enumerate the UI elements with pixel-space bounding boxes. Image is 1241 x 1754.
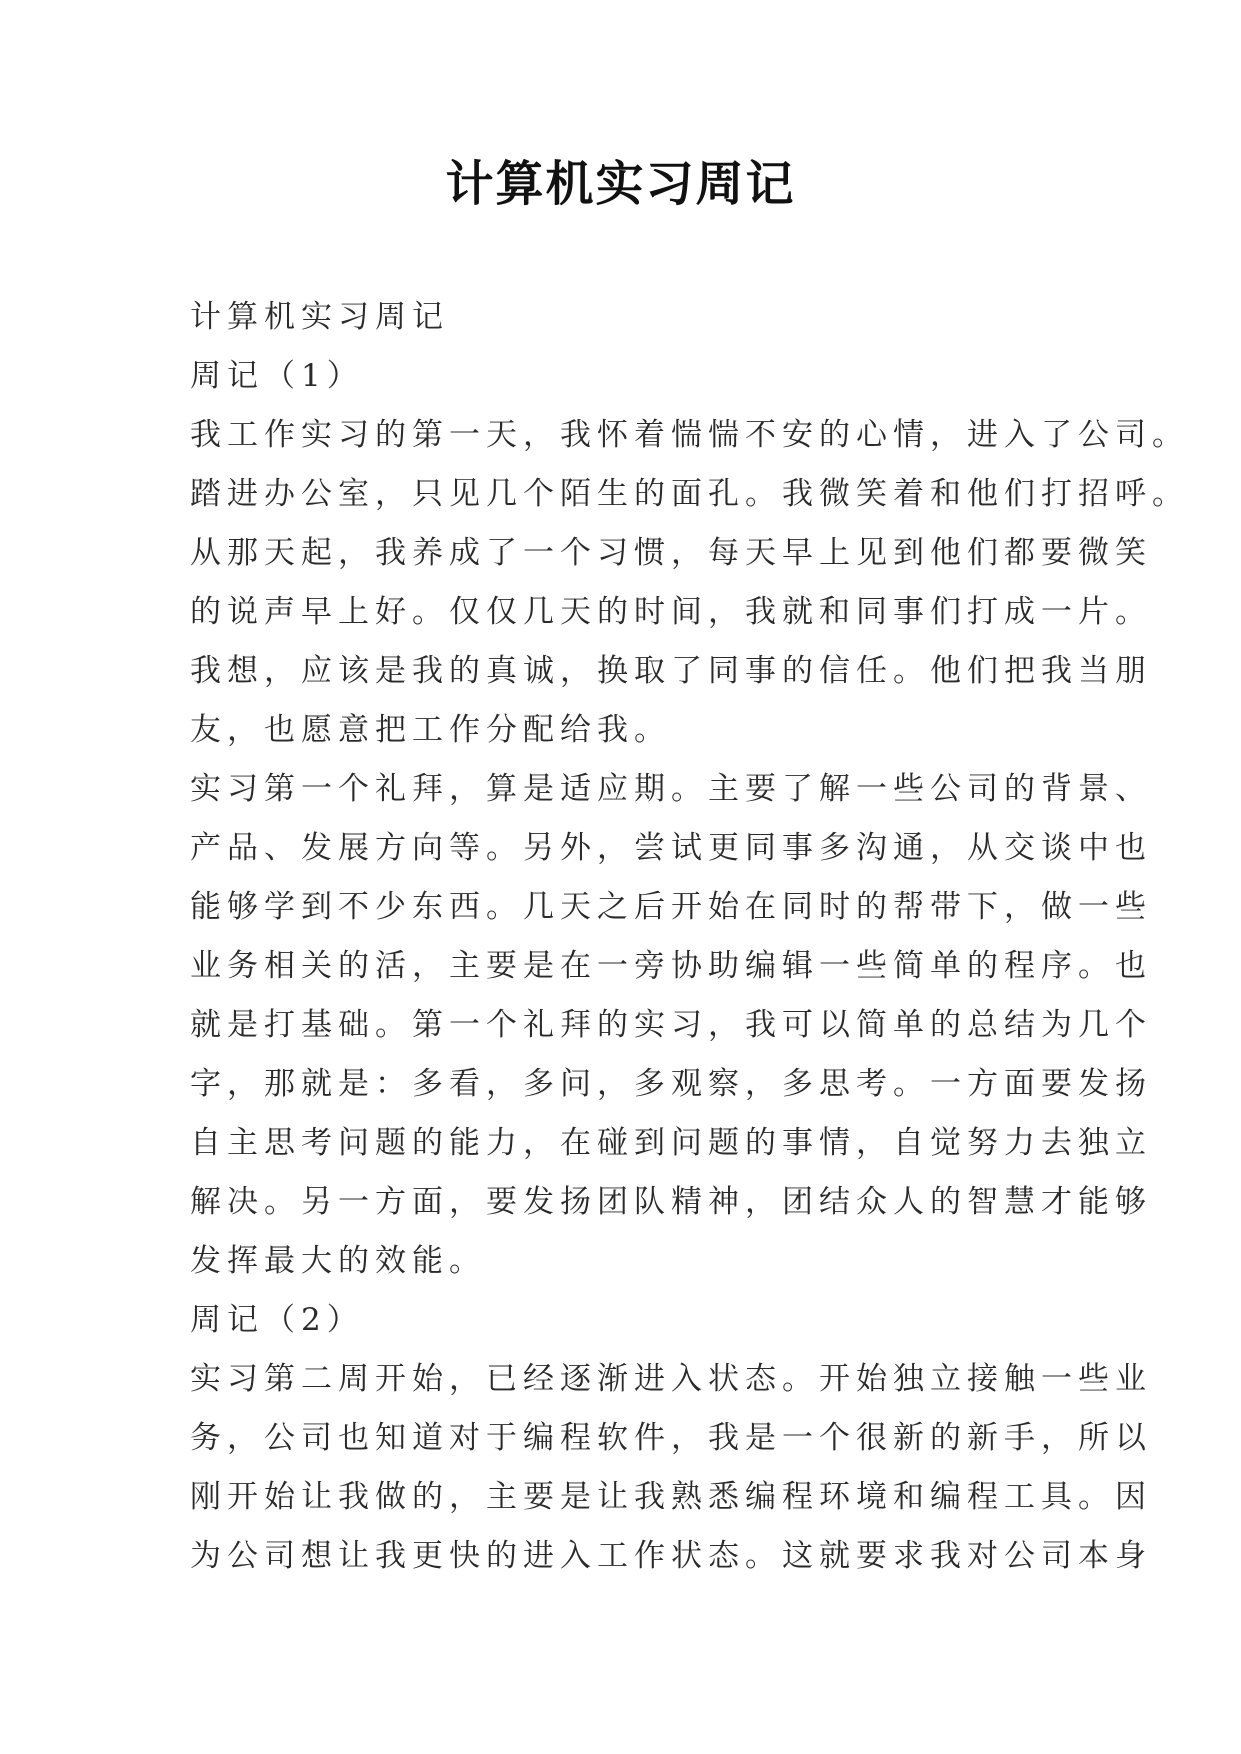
section-heading-week-1: 周记（1） — [190, 358, 364, 394]
paragraph-line: 发挥最大的效能。 — [190, 1243, 486, 1279]
paragraph-line: 实习第一个礼拜，算是适应期。主要了解一些公司的背景、 — [190, 771, 1152, 807]
paragraph-line: 的说声早上好。仅仅几天的时间，我就和同事们打成一片。 — [190, 594, 1152, 630]
paragraph-line: 就是打基础。第一个礼拜的实习，我可以简单的总结为几个 — [190, 1007, 1152, 1043]
body-subtitle: 计算机实习周记 — [190, 299, 449, 335]
paragraph-line: 能够学到不少东西。几天之后开始在同时的帮带下，做一些 — [190, 889, 1152, 925]
paragraph-line: 解决。另一方面，要发扬团队精神，团结众人的智慧才能够 — [190, 1184, 1152, 1220]
document-title: 计算机实习周记 — [445, 156, 796, 212]
paragraph-line: 实习第二周开始，已经逐渐进入状态。开始独立接触一些业 — [190, 1361, 1152, 1397]
paragraph-line: 字，那就是：多看，多问，多观察，多思考。一方面要发扬 — [190, 1066, 1152, 1102]
paragraph-line: 业务相关的活，主要是在一旁协助编辑一些简单的程序。也 — [190, 948, 1152, 984]
paragraph-line: 从那天起，我养成了一个习惯，每天早上见到他们都要微笑 — [190, 535, 1152, 571]
paragraph-line: 产品、发展方向等。另外，尝试更同事多沟通，从交谈中也 — [190, 830, 1152, 866]
section-heading-week-2: 周记（2） — [190, 1302, 364, 1338]
paragraph-line: 友，也愿意把工作分配给我。 — [190, 712, 671, 748]
paragraph-line: 我工作实习的第一天，我怀着惴惴不安的心情，进入了公司。 — [190, 417, 1189, 453]
document-body — [190, 288, 1189, 1586]
paragraph-line: 踏进办公室，只见几个陌生的面孔。我微笑着和他们打招呼。 — [190, 476, 1189, 512]
paragraph-line: 我想，应该是我的真诚，换取了同事的信任。他们把我当朋 — [190, 653, 1152, 689]
paragraph-line: 务，公司也知道对于编程软件，我是一个很新的新手，所以 — [190, 1420, 1152, 1456]
paragraph-line: 自主思考问题的能力，在碰到问题的事情，自觉努力去独立 — [190, 1125, 1152, 1161]
paragraph-line: 为公司想让我更快的进入工作状态。这就要求我对公司本身 — [190, 1538, 1152, 1574]
paragraph-line: 刚开始让我做的，主要是让我熟悉编程环境和编程工具。因 — [190, 1479, 1152, 1515]
